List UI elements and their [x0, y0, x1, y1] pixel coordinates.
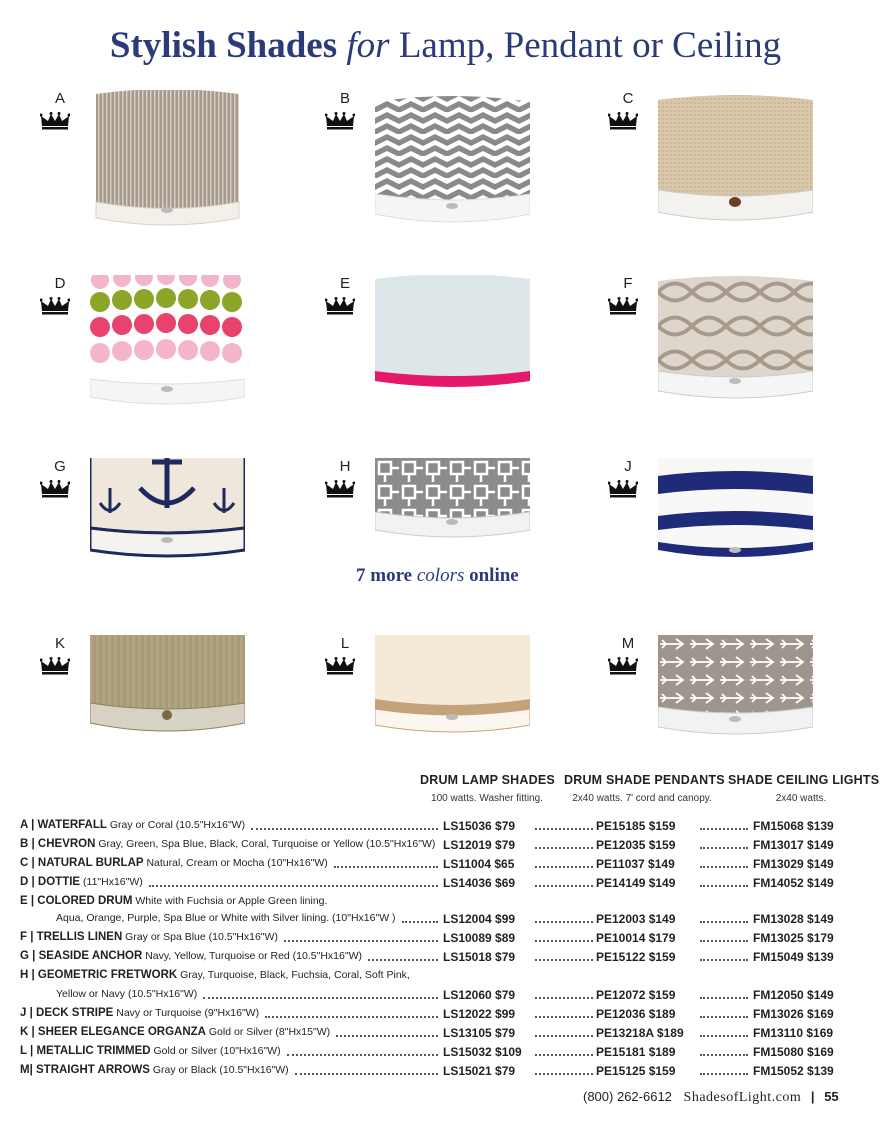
row-name: STRAIGHT ARROWS	[36, 1064, 150, 1076]
row-description	[20, 838, 435, 850]
anchor-shade-image	[90, 458, 245, 598]
crown-icon	[608, 112, 638, 130]
page-title: Stylish Shades for Lamp, Pendant or Ceiling	[109, 25, 782, 66]
crown-icon	[325, 297, 355, 315]
leader-dots	[149, 885, 438, 887]
row-description	[20, 950, 362, 962]
row-detail: Gray or Coral (10.5"Hx16"W)	[106, 819, 246, 831]
row-prefix: H |	[20, 969, 38, 981]
row-prefix: G |	[20, 950, 39, 962]
ceiling-light-sku: FM15052 $139	[753, 1064, 834, 1078]
row-detail: Natural, Cream or Mocha (10"Hx16"W)	[143, 857, 328, 869]
table-row	[20, 1026, 880, 1044]
item-letter: L	[340, 635, 350, 652]
row-detail: Gray or Spa Blue (10.5"Hx16"W)	[122, 931, 278, 943]
lamp-shade-sku: LS12019 $79	[443, 838, 516, 852]
row-detail: Aqua, Orange, Purple, Spa Blue or White with Silver lining. (10"Hx16"W )	[56, 912, 396, 924]
arrows-shade-image	[658, 635, 813, 775]
leader-dots	[700, 1035, 748, 1037]
shade-item-d[interactable]	[40, 275, 300, 435]
pendant-sku: PE13218A $189	[596, 1026, 684, 1040]
colored-drum-shade-image	[375, 275, 530, 415]
ceiling-light-sku: FM13026 $169	[753, 1007, 834, 1021]
row-description	[20, 895, 327, 907]
pendant-sku: PE12035 $159	[596, 838, 676, 852]
pendant-sku: PE10014 $179	[596, 931, 676, 945]
leader-dots	[251, 828, 438, 830]
item-letter: J	[624, 458, 632, 475]
row-description	[20, 819, 245, 831]
item-letter: E	[339, 275, 350, 292]
pendant-sku: PE14149 $149	[596, 876, 676, 890]
lamp-shade-sku: LS15036 $79	[443, 819, 516, 833]
leader-dots	[535, 1054, 593, 1056]
pendant-sku: PE12003 $149	[596, 912, 676, 926]
table-row	[20, 950, 880, 968]
row-description	[20, 1045, 281, 1057]
row-name: DECK STRIPE	[36, 1007, 114, 1019]
row-prefix: C |	[20, 857, 38, 869]
shade-item-h[interactable]	[325, 458, 585, 618]
ceiling-light-sku: FM13028 $149	[753, 912, 834, 926]
leader-dots	[700, 1054, 748, 1056]
leader-dots	[284, 940, 438, 942]
table-row	[20, 1007, 880, 1025]
lamp-shade-sku: LS11004 $65	[443, 857, 515, 871]
leader-dots	[535, 1035, 593, 1037]
shade-item-e[interactable]	[325, 275, 585, 435]
leader-dots	[700, 866, 748, 868]
leader-dots	[700, 847, 748, 849]
column-header-ceiling: SHADE CEILING LIGHTS	[728, 773, 880, 787]
crown-icon	[40, 480, 70, 498]
row-name: METALLIC TRIMMED	[36, 1045, 151, 1057]
item-letter: C	[622, 90, 634, 107]
leader-dots	[700, 1073, 748, 1075]
leader-dots	[535, 959, 593, 961]
pendant-sku: PE15185 $159	[596, 819, 676, 833]
leader-dots	[535, 828, 593, 830]
row-detail: Gold or Silver (10"Hx16"W)	[150, 1045, 281, 1057]
shade-item-b[interactable]	[325, 90, 585, 250]
pendant-sku: PE12072 $159	[596, 988, 676, 1002]
lamp-shade-sku: LS15018 $79	[443, 950, 516, 964]
row-prefix: A |	[20, 819, 38, 831]
shade-item-f[interactable]	[608, 275, 868, 435]
row-detail: Gray, Turquoise, Black, Fuchsia, Coral, Soft Pink,	[177, 969, 410, 981]
column-header-lamp: DRUM LAMP SHADES	[420, 773, 555, 787]
row-name: TRELLIS LINEN	[36, 931, 123, 943]
row-prefix: M|	[20, 1064, 36, 1076]
page-separator: |	[810, 1089, 815, 1104]
row-detail: Gray, Green, Spa Blue, Black, Coral, Turquoise or Yellow (10.5"Hx16"W)	[95, 838, 436, 850]
row-detail: (11"Hx16"W)	[80, 876, 143, 888]
brand-name: ShadesofLight.com	[683, 1090, 802, 1105]
table-row	[20, 969, 880, 987]
pendant-sku: PE15122 $159	[596, 950, 676, 964]
shade-item-g[interactable]	[40, 458, 300, 618]
shade-item-k[interactable]	[40, 635, 300, 795]
deck-stripe-shade-image	[658, 458, 813, 598]
pendant-sku: PE15181 $189	[596, 1045, 676, 1059]
item-letter: B	[339, 90, 350, 107]
row-detail: White with Fuchsia or Apple Green lining.	[132, 895, 328, 907]
lamp-shade-sku: LS12060 $79	[443, 988, 516, 1002]
table-row	[20, 912, 880, 930]
column-sub-lamp: 100 watts. Washer fitting.	[431, 793, 543, 804]
leader-dots	[402, 921, 438, 923]
burlap-shade-image	[658, 90, 813, 230]
crown-icon	[608, 480, 638, 498]
table-row	[20, 857, 880, 875]
leader-dots	[700, 885, 748, 887]
row-description	[20, 876, 143, 888]
row-description	[56, 988, 197, 1000]
item-letter: H	[339, 458, 351, 475]
shade-item-a[interactable]	[40, 90, 300, 250]
shade-item-l[interactable]	[325, 635, 585, 795]
row-name: DOTTIE	[37, 876, 81, 888]
ceiling-light-sku: FM15049 $139	[753, 950, 834, 964]
leader-dots	[535, 1016, 593, 1018]
leader-dots	[535, 940, 593, 942]
table-row	[20, 931, 880, 949]
row-description	[20, 1064, 289, 1076]
row-prefix: L |	[20, 1045, 37, 1057]
ceiling-light-sku: FM14052 $149	[753, 876, 834, 890]
row-name: SEASIDE ANCHOR	[38, 950, 143, 962]
more-colors-note: 7 more colors online	[356, 565, 519, 586]
row-prefix: B |	[20, 838, 38, 850]
item-letter: D	[54, 275, 66, 292]
leader-dots	[535, 997, 593, 999]
pendant-sku: PE15125 $159	[596, 1064, 676, 1078]
pendant-sku: PE12036 $189	[596, 1007, 676, 1021]
lamp-shade-sku: LS12022 $99	[443, 1007, 516, 1021]
shade-item-c[interactable]	[608, 90, 868, 250]
leader-dots	[535, 847, 593, 849]
row-name: CHEVRON	[37, 838, 96, 850]
row-detail: Navy or Turquoise (9"Hx16"W)	[113, 1007, 260, 1019]
leader-dots	[203, 997, 438, 999]
leader-dots	[700, 921, 748, 923]
crown-icon	[608, 297, 638, 315]
ceiling-light-sku: FM13017 $149	[753, 838, 834, 852]
row-description	[56, 912, 396, 924]
column-header-pendant: DRUM SHADE PENDANTS	[564, 773, 725, 787]
leader-dots	[265, 1016, 438, 1018]
leader-dots	[700, 959, 748, 961]
leader-dots	[535, 866, 593, 868]
crown-icon	[325, 112, 355, 130]
leader-dots	[535, 885, 593, 887]
crown-icon	[608, 657, 638, 675]
table-row	[20, 988, 880, 1006]
item-letter: A	[54, 90, 65, 107]
row-description	[20, 1007, 259, 1019]
shade-item-m[interactable]	[608, 635, 868, 795]
crown-icon	[40, 657, 70, 675]
waterfall-shade-image	[90, 90, 245, 230]
row-prefix: J |	[20, 1007, 37, 1019]
lamp-shade-sku: LS12004 $99	[443, 912, 516, 926]
column-sub-pendant: 2x40 watts. 7' cord and canopy.	[572, 793, 712, 804]
row-description	[20, 857, 328, 869]
row-name: COLORED DRUM	[37, 895, 133, 907]
row-prefix: F |	[20, 931, 37, 943]
lamp-shade-sku: LS10089 $89	[443, 931, 516, 945]
row-name: SHEER ELEGANCE ORGANZA	[37, 1026, 206, 1038]
lamp-shade-sku: LS13105 $79	[443, 1026, 516, 1040]
shade-item-j[interactable]	[608, 458, 868, 618]
leader-dots	[336, 1035, 438, 1037]
leader-dots	[368, 959, 438, 961]
leader-dots	[700, 940, 748, 942]
row-detail: Gray or Black (10.5"Hx16"W)	[149, 1064, 289, 1076]
leader-dots	[700, 997, 748, 999]
table-row	[20, 1045, 880, 1063]
row-prefix: E |	[20, 895, 38, 907]
table-row	[20, 819, 880, 837]
leader-dots	[535, 921, 593, 923]
row-description	[20, 1026, 330, 1038]
page-footer	[583, 1089, 839, 1106]
row-prefix: K |	[20, 1026, 38, 1038]
item-letter: F	[623, 275, 633, 292]
leader-dots	[700, 1016, 748, 1018]
metallic-trimmed-shade-image	[375, 635, 530, 775]
leader-dots	[295, 1073, 438, 1075]
row-detail: Navy, Yellow, Turquoise or Red (10.5"Hx16"W)	[142, 950, 362, 962]
ceiling-light-sku: FM12050 $149	[753, 988, 834, 1002]
crown-icon	[325, 657, 355, 675]
lamp-shade-sku: LS15032 $109	[443, 1045, 522, 1059]
ceiling-light-sku: FM13110 $169	[753, 1026, 834, 1040]
ceiling-light-sku: FM13029 $149	[753, 857, 834, 871]
crown-icon	[40, 297, 70, 315]
item-letter: M	[621, 635, 635, 652]
lamp-shade-sku: LS15021 $79	[443, 1064, 516, 1078]
leader-dots	[535, 1073, 593, 1075]
crown-icon	[40, 112, 70, 130]
ceiling-light-sku: FM13025 $179	[753, 931, 834, 945]
column-sub-ceiling: 2x40 watts.	[775, 793, 827, 804]
row-name: GEOMETRIC FRETWORK	[37, 969, 178, 981]
table-row	[20, 1064, 880, 1082]
phone-number: (800) 262-6612	[583, 1089, 672, 1104]
organza-shade-image	[90, 635, 245, 775]
row-description	[20, 931, 278, 943]
chevron-shade-image	[375, 90, 530, 230]
pendant-sku: PE11037 $149	[596, 857, 675, 871]
item-letter: K	[54, 635, 65, 652]
row-name: WATERFALL	[37, 819, 107, 831]
leader-dots	[334, 866, 438, 868]
leader-dots	[700, 828, 748, 830]
row-description	[20, 969, 410, 981]
table-row	[20, 895, 880, 913]
ceiling-light-sku: FM15068 $139	[753, 819, 834, 833]
lamp-shade-sku: LS14036 $69	[443, 876, 516, 890]
table-row	[20, 876, 880, 894]
row-name: NATURAL BURLAP	[37, 857, 144, 869]
crown-icon	[325, 480, 355, 498]
trellis-shade-image	[658, 275, 813, 415]
dottie-shade-image	[90, 275, 245, 415]
row-detail: Gold or Silver (8"Hx15"W)	[205, 1026, 331, 1038]
page-number: 55	[824, 1089, 839, 1104]
row-detail: Yellow or Navy (10.5"Hx16"W)	[56, 988, 198, 1000]
leader-dots	[287, 1054, 438, 1056]
item-letter: G	[54, 458, 66, 475]
table-row	[20, 838, 880, 856]
ceiling-light-sku: FM15080 $169	[753, 1045, 834, 1059]
row-prefix: D |	[20, 876, 38, 888]
